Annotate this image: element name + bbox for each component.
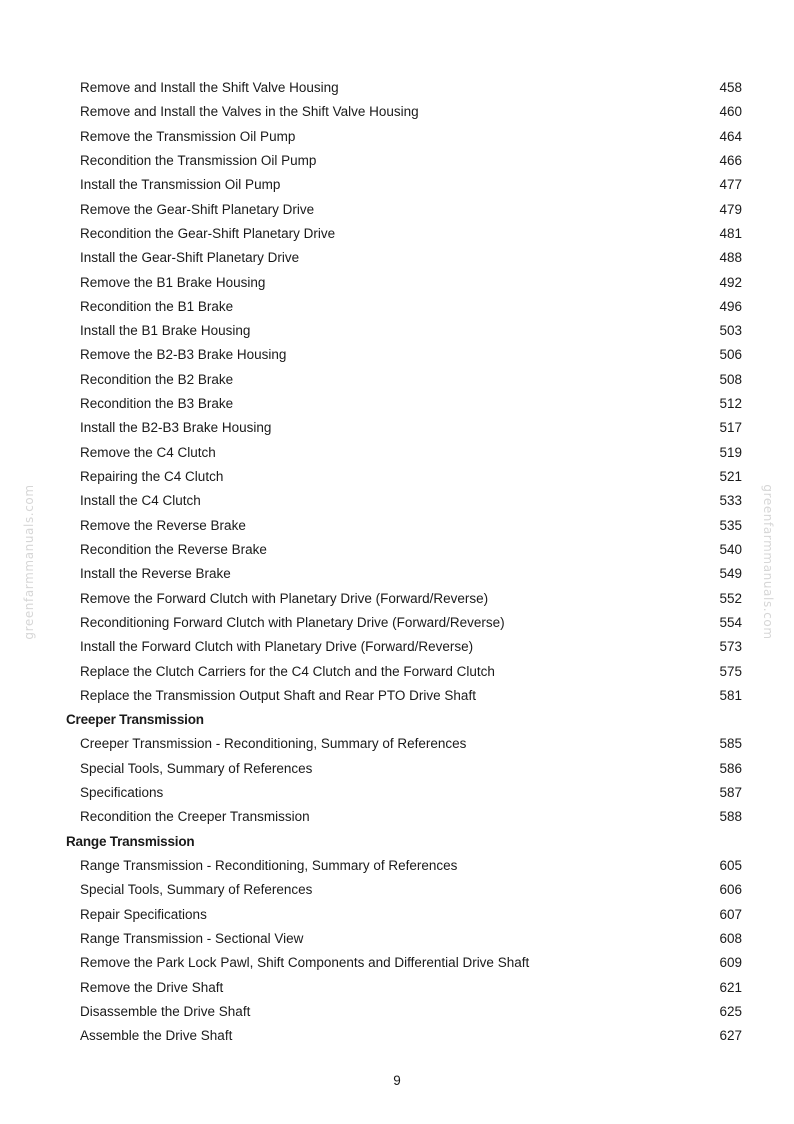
toc-entry-title: Remove the C4 Clutch (80, 444, 216, 460)
toc-entry-page-number: 606 (719, 882, 742, 898)
toc-entry-title: Recondition the Creeper Transmission (80, 809, 310, 825)
toc-entry[interactable] (0, 514, 794, 538)
watermark-left: greenfarmmanuals.com (22, 484, 36, 640)
toc-entry-page-number: 581 (719, 687, 742, 703)
toc-entry[interactable] (0, 587, 794, 611)
watermark-right: greenfarmmanuals.com (761, 484, 775, 640)
toc-entry-page-number: 477 (719, 177, 742, 193)
toc-entry[interactable] (0, 222, 794, 246)
toc-entry[interactable] (0, 757, 794, 781)
toc-entry[interactable] (0, 805, 794, 829)
toc-entry-title: Remove the Reverse Brake (80, 517, 246, 533)
toc-entry[interactable] (0, 392, 794, 416)
toc-entry[interactable] (0, 538, 794, 562)
toc-entry-title: Install the C4 Clutch (80, 493, 201, 509)
toc-entry-page-number: 585 (719, 736, 742, 752)
toc-entry-page-number: 496 (719, 298, 742, 314)
toc-entry-title: Install the Transmission Oil Pump (80, 177, 281, 193)
toc-entry-title: Replace the Transmission Output Shaft and Rear PTO Drive Shaft (80, 687, 476, 703)
toc-entry-page-number: 535 (719, 517, 742, 533)
toc-entry-title: Install the Reverse Brake (80, 566, 231, 582)
toc-entry[interactable] (0, 927, 794, 951)
toc-entry-title: Recondition the Transmission Oil Pump (80, 152, 317, 168)
toc-entry-page-number: 608 (719, 930, 742, 946)
toc-entry-title: Specifications (80, 785, 164, 801)
toc-entry-page-number: 503 (719, 323, 742, 339)
toc-entry-page-number: 460 (719, 104, 742, 120)
toc-entry-title: Reconditioning Forward Clutch with Planetary Drive (Forward/Reverse) (80, 614, 505, 630)
toc-entry-title: Disassemble the Drive Shaft (80, 1003, 251, 1019)
toc-entry-title: Repair Specifications (80, 906, 207, 922)
toc-entry[interactable] (0, 441, 794, 465)
table-of-contents (0, 76, 794, 1049)
toc-entry-page-number: 458 (719, 80, 742, 95)
toc-entry[interactable] (0, 368, 794, 392)
toc-section-heading[interactable] (0, 830, 794, 854)
toc-entry[interactable] (0, 295, 794, 319)
toc-entry[interactable] (0, 198, 794, 222)
toc-entry-title: Repairing the C4 Clutch (80, 469, 224, 484)
toc-entry[interactable] (0, 489, 794, 513)
toc-entry-title: Special Tools, Summary of References (80, 882, 313, 898)
toc-entry[interactable] (0, 562, 794, 586)
toc-entry-page-number: 488 (719, 250, 742, 266)
toc-entry-title: Remove the Gear-Shift Planetary Drive (80, 201, 315, 217)
toc-entry-title: Install the Gear-Shift Planetary Drive (80, 250, 300, 266)
toc-entry-page-number: 466 (719, 152, 742, 168)
toc-entry-title: Recondition the Gear-Shift Planetary Drive (80, 225, 336, 241)
toc-entry-page-number: 607 (719, 906, 742, 922)
toc-entry-title: Recondition the B1 Brake (80, 298, 234, 314)
toc-entry[interactable] (0, 125, 794, 149)
toc-entry-page-number: 552 (719, 590, 742, 606)
toc-entry-title: Remove and Install the Valves in the Shift Valve Housing (80, 104, 419, 120)
toc-entry-page-number: 479 (719, 201, 742, 217)
toc-entry[interactable] (0, 100, 794, 124)
toc-entry-title: Range Transmission (66, 833, 195, 849)
toc-entry-page-number: 492 (719, 274, 742, 290)
toc-entry-page-number: 588 (719, 809, 742, 825)
toc-entry[interactable] (0, 878, 794, 902)
toc-entry[interactable] (0, 246, 794, 270)
toc-entry[interactable] (0, 76, 794, 100)
toc-entry-page-number: 508 (719, 371, 742, 387)
toc-entry[interactable] (0, 1024, 794, 1048)
toc-entry-page-number: 605 (719, 858, 742, 873)
toc-entry-page-number: 554 (719, 614, 742, 630)
toc-entry[interactable] (0, 611, 794, 635)
toc-entry-title: Creeper Transmission - Reconditioning, Summary of References (80, 736, 467, 752)
toc-entry[interactable] (0, 732, 794, 756)
toc-entry-page-number: 540 (719, 541, 742, 557)
toc-entry[interactable] (0, 149, 794, 173)
toc-entry-page-number: 521 (719, 469, 742, 484)
toc-entry[interactable] (0, 271, 794, 295)
toc-entry-page-number: 609 (719, 955, 742, 971)
toc-entry-title: Recondition the B3 Brake (80, 396, 234, 412)
toc-entry-title: Install the Forward Clutch with Planetary Drive (Forward/Reverse) (80, 639, 474, 655)
toc-entry[interactable] (0, 660, 794, 684)
toc-entry-page-number: 481 (719, 225, 742, 241)
toc-entry[interactable] (0, 319, 794, 343)
toc-entry-title: Recondition the Reverse Brake (80, 541, 267, 557)
toc-entry-page-number: 519 (719, 444, 742, 460)
toc-entry[interactable] (0, 781, 794, 805)
toc-entry-title: Remove the B1 Brake Housing (80, 274, 266, 290)
toc-entry-title: Remove the B2-B3 Brake Housing (80, 347, 287, 363)
toc-entry-page-number: 627 (719, 1028, 742, 1044)
toc-entry-page-number: 512 (719, 396, 742, 412)
toc-entry-title: Remove the Park Lock Pawl, Shift Components and Differential Drive Shaft (80, 955, 530, 971)
toc-entry-title: Assemble the Drive Shaft (80, 1028, 233, 1044)
toc-entry[interactable] (0, 635, 794, 659)
toc-entry[interactable] (0, 465, 794, 489)
toc-entry-title: Remove the Drive Shaft (80, 979, 224, 995)
toc-entry-page-number: 573 (719, 639, 742, 655)
toc-entry[interactable] (0, 343, 794, 367)
toc-entry-title: Special Tools, Summary of References (80, 760, 313, 776)
toc-entry[interactable] (0, 951, 794, 975)
toc-entry[interactable] (0, 416, 794, 440)
toc-entry[interactable] (0, 1000, 794, 1024)
toc-entry[interactable] (0, 976, 794, 1000)
toc-entry[interactable] (0, 903, 794, 927)
toc-entry-page-number: 533 (719, 493, 742, 509)
toc-entry-title: Recondition the B2 Brake (80, 371, 234, 387)
toc-entry-title: Creeper Transmission (66, 712, 204, 728)
toc-entry-title: Remove and Install the Shift Valve Housing (80, 80, 339, 95)
toc-entry[interactable] (0, 684, 794, 708)
toc-section-heading[interactable] (0, 708, 794, 732)
toc-entry-title: Install the B2-B3 Brake Housing (80, 420, 272, 436)
toc-entry-title: Range Transmission - Reconditioning, Summary of References (80, 858, 458, 873)
toc-entry-page-number: 621 (719, 979, 742, 995)
toc-entry-page-number: 587 (719, 785, 742, 801)
toc-entry-title: Install the B1 Brake Housing (80, 323, 251, 339)
toc-entry-page-number: 625 (719, 1003, 742, 1019)
toc-entry-page-number: 575 (719, 663, 742, 679)
toc-entry-title: Remove the Forward Clutch with Planetary Drive (Forward/Reverse) (80, 590, 489, 606)
page-number: 9 (393, 1073, 401, 1088)
toc-entry-page-number: 517 (719, 420, 742, 436)
toc-entry-page-number: 549 (719, 566, 742, 582)
toc-entry[interactable] (0, 173, 794, 197)
toc-entry-page-number: 586 (719, 760, 742, 776)
toc-entry-page-number: 506 (719, 347, 742, 363)
toc-entry[interactable] (0, 854, 794, 878)
toc-entry-title: Range Transmission - Sectional View (80, 930, 304, 946)
toc-entry-page-number: 464 (719, 128, 742, 144)
toc-entry-title: Remove the Transmission Oil Pump (80, 128, 296, 144)
toc-entry-title: Replace the Clutch Carriers for the C4 Clutch and the Forward Clutch (80, 663, 495, 679)
